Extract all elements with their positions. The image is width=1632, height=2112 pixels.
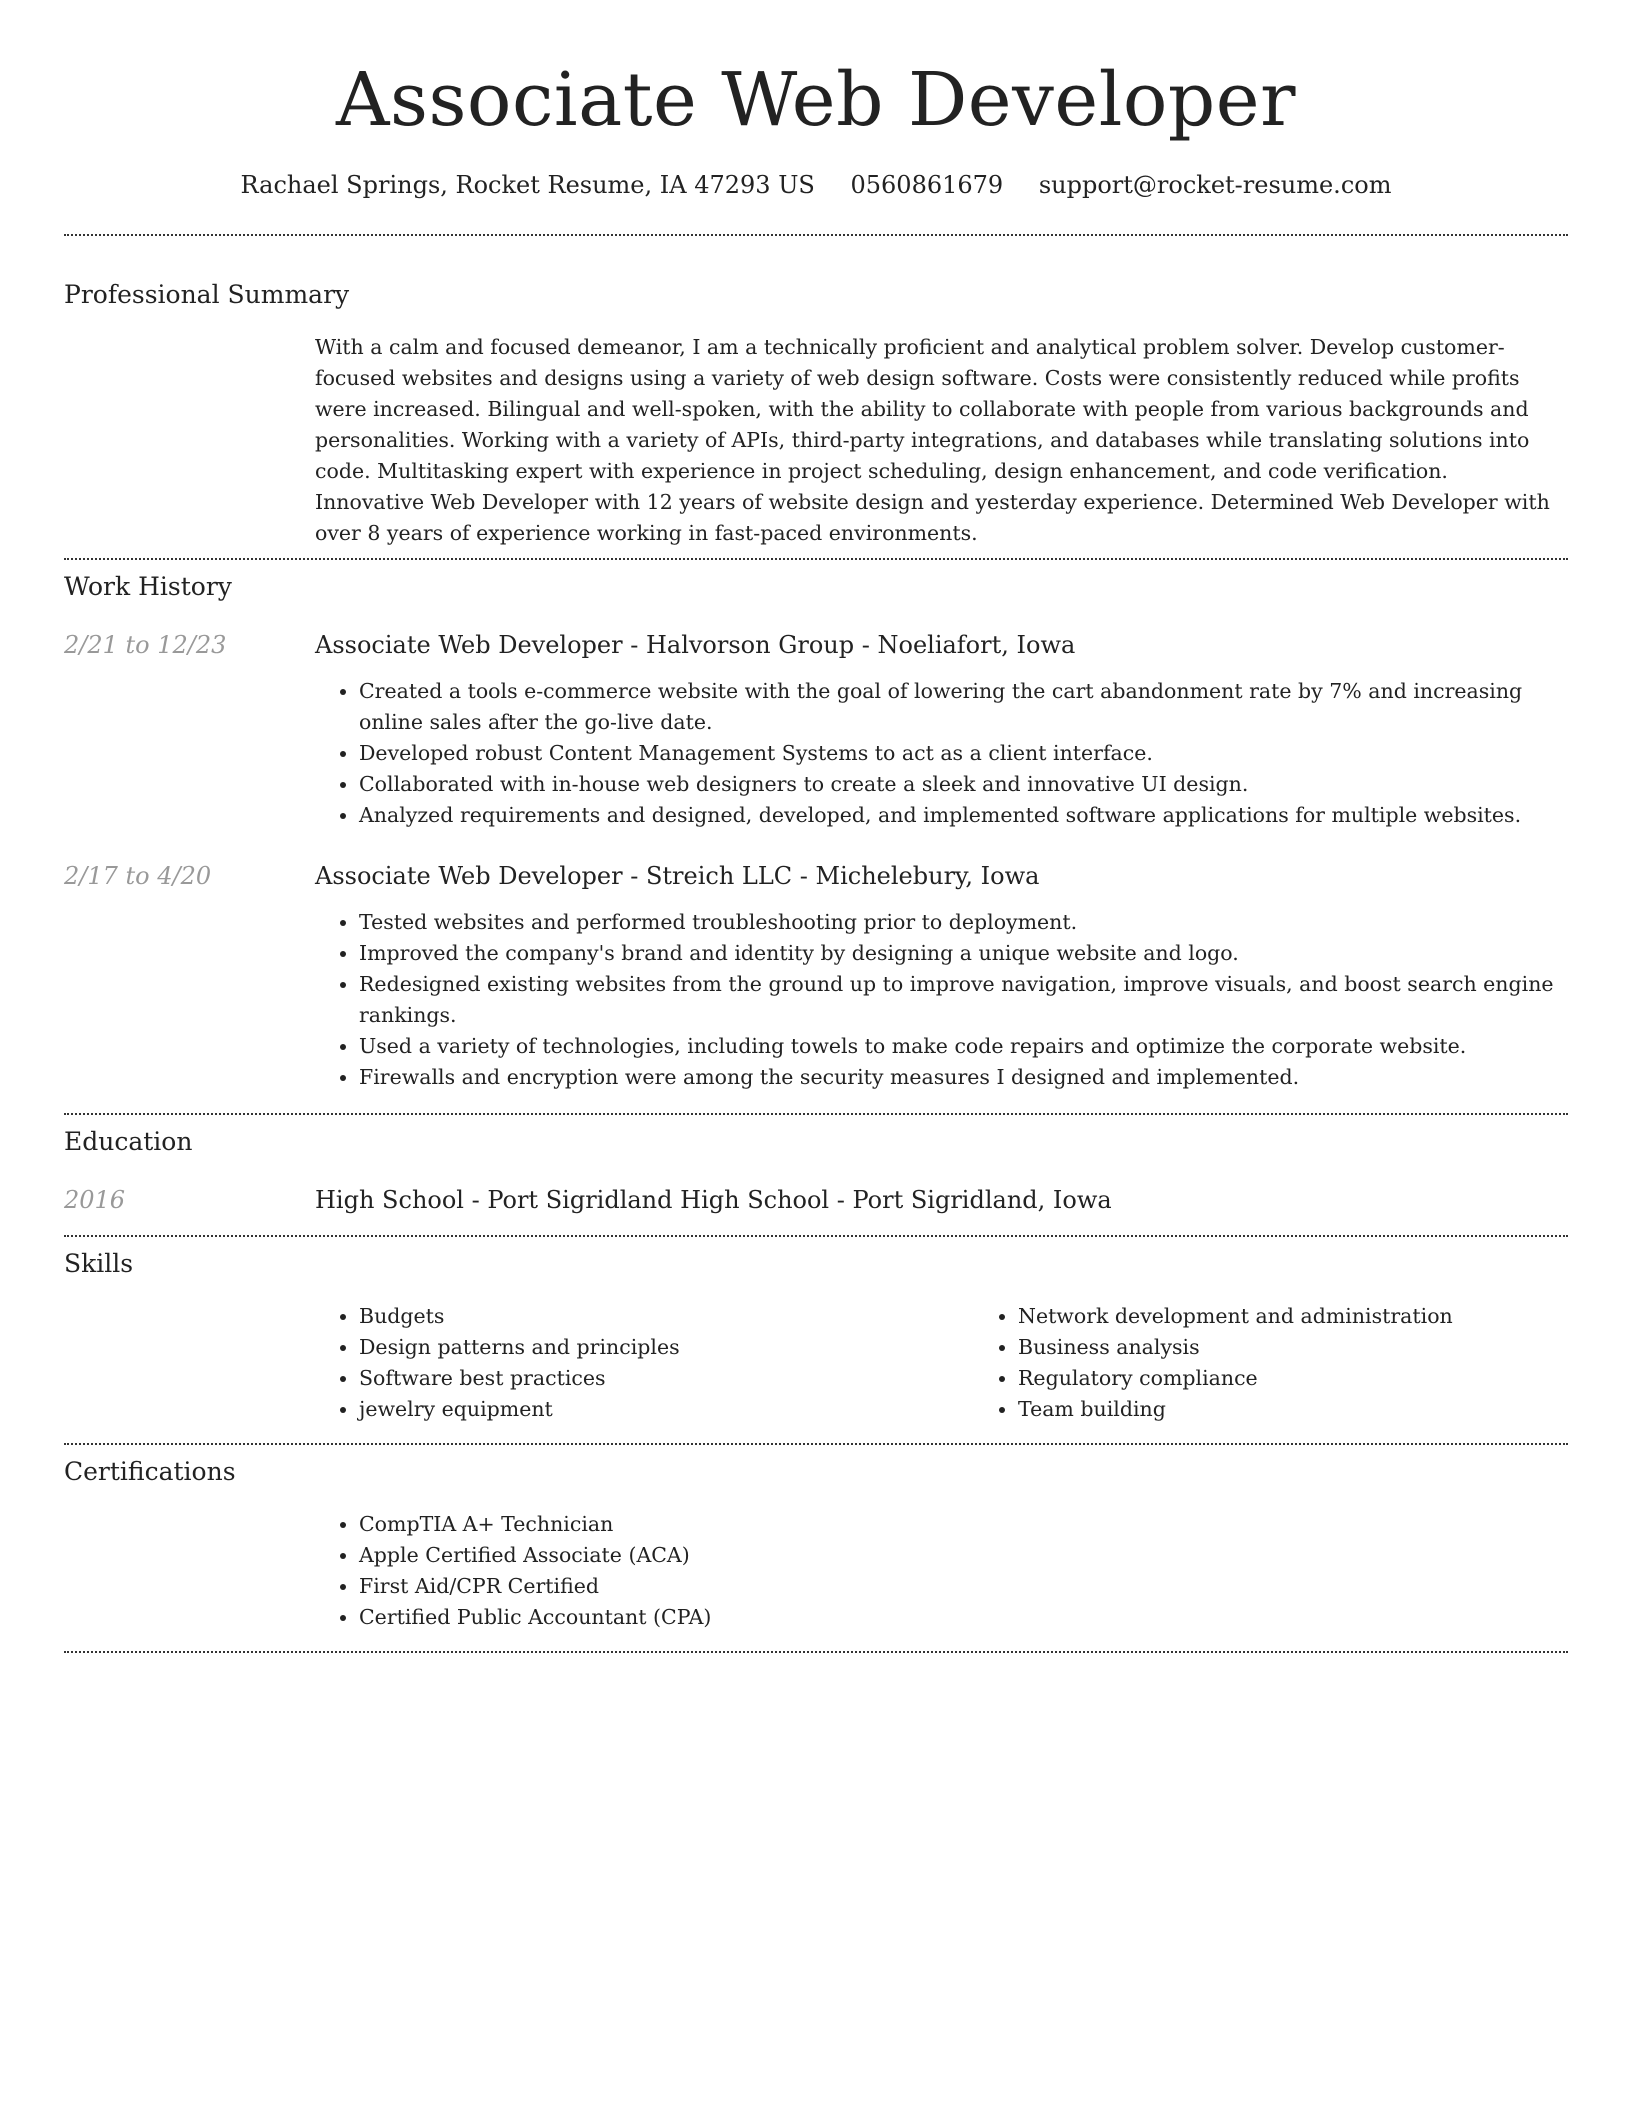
- job-bullets: [315, 907, 1568, 1093]
- work-history-section: [64, 570, 1568, 1093]
- job-heading: Associate Web Developer - Streich LLC - Michelebury, Iowa: [315, 862, 1040, 890]
- certification-item: • Apple Certified Associate (ACA): [359, 1540, 1568, 1571]
- list-item: • Tested websites and performed troubleshooting prior to deployment.: [359, 907, 1568, 938]
- contact-email: support@rocket-resume.com: [1038, 171, 1392, 199]
- skill-item: • Software best practices: [359, 1363, 974, 1394]
- skills-section: [64, 1247, 1568, 1425]
- skill-item: • Design patterns and principles: [359, 1332, 974, 1363]
- education-entry: [64, 1183, 1568, 1217]
- skill-item: • Business analysis: [1018, 1332, 1632, 1363]
- list-item: • Developed robust Content Management Systems to act as a client interface.: [359, 738, 1568, 769]
- skills-section-title: Skills: [64, 1249, 134, 1278]
- summary-left-spacer: [64, 332, 315, 549]
- skills-list-left: [315, 1301, 974, 1425]
- list-item: • Redesigned existing websites from the ground up to improve navigation, improve visuals, and boost search engine rankings.: [359, 969, 1568, 1031]
- list-item: • Used a variety of technologies, including towels to make code repairs and optimize the corporate website.: [359, 1031, 1568, 1062]
- section-divider: [64, 1113, 1568, 1115]
- section-divider: [64, 1651, 1568, 1653]
- education-year: 2016: [64, 1186, 126, 1214]
- job-heading: Associate Web Developer - Halvorson Group - Noeliafort, Iowa: [315, 631, 1076, 659]
- job-bullets: [315, 676, 1568, 831]
- job-entry: [64, 859, 1568, 1093]
- job-dates: 2/21 to 12/23: [64, 631, 227, 659]
- work-history-section-title: Work History: [64, 572, 232, 601]
- skill-item: • Team building: [1018, 1394, 1632, 1425]
- skill-item: • jewelry equipment: [359, 1394, 974, 1425]
- skill-item: • Budgets: [359, 1301, 974, 1332]
- list-item: • Collaborated with in-house web designers to create a sleek and innovative UI design.: [359, 769, 1568, 800]
- certification-item: • Certified Public Accountant (CPA): [359, 1602, 1568, 1633]
- certifications-section-title: Certifications: [64, 1457, 236, 1486]
- certifications-list: [315, 1509, 1568, 1633]
- skill-item: • Network development and administration: [1018, 1301, 1632, 1332]
- summary-section-title: Professional Summary: [64, 280, 350, 309]
- skills-list-right: [974, 1301, 1632, 1425]
- certification-item: • CompTIA A+ Technician: [359, 1509, 1568, 1540]
- list-item: • Created a tools e-commerce website with the goal of lowering the cart abandonment rate by 7% and increasing online sales after the go-live date.: [359, 676, 1568, 738]
- skills-left-spacer: [64, 1301, 315, 1425]
- certifications-section: [64, 1455, 1568, 1633]
- section-divider: [64, 1443, 1568, 1445]
- list-item: • Analyzed requirements and designed, developed, and implemented software applications for multiple websites.: [359, 800, 1568, 831]
- contact-address: Rachael Springs, Rocket Resume, IA 47293 US: [240, 171, 815, 199]
- section-divider: [64, 558, 1568, 560]
- education-section: [64, 1125, 1568, 1217]
- list-item: • Firewalls and encryption were among the security measures I designed and implemented.: [359, 1062, 1568, 1093]
- resume-title: Associate Web Developer: [336, 57, 1296, 143]
- education-section-title: Education: [64, 1127, 193, 1156]
- job-dates: 2/17 to 4/20: [64, 862, 212, 890]
- contact-phone: 0560861679: [850, 171, 1004, 199]
- contact-line: [64, 168, 1568, 202]
- education-heading: High School - Port Sigridland High School - Port Sigridland, Iowa: [315, 1186, 1112, 1214]
- summary-section: [64, 278, 1568, 549]
- skill-item: • Regulatory compliance: [1018, 1363, 1632, 1394]
- section-divider: [64, 1235, 1568, 1237]
- summary-text: With a calm and focused demeanor, I am a technically proficient and analytical problem solver. Develop customer-focused websites and designs using a variety of web design software. Costs were consistently reduced while profits were increased. Bilingual and well-spoken, with the ability to collaborate with people from various backgrounds and personalities. Working with a variety of APIs, third-party integrations, and databases while translating solutions into code. Multitasking expert with experience in project scheduling, design enhancement, and code verification. Innovative Web Developer with 12 years of website design and yesterday experience. Determined Web Developer with over 8 years of experience working in fast-paced environments.: [315, 335, 1550, 545]
- list-item: • Improved the company's brand and identity by designing a unique website and logo.: [359, 938, 1568, 969]
- certifications-left-spacer: [64, 1509, 315, 1633]
- certification-item: • First Aid/CPR Certified: [359, 1571, 1568, 1602]
- job-entry: [64, 628, 1568, 831]
- section-divider: [64, 234, 1568, 236]
